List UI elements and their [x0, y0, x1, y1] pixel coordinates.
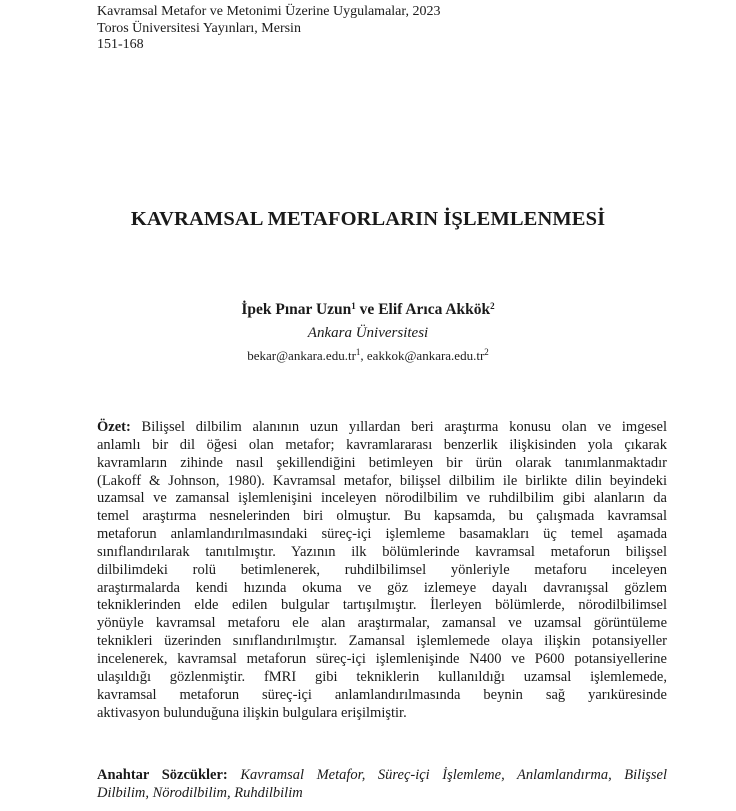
second-author: Elif Arıca Akkök — [378, 301, 491, 318]
first-author-mark: 1 — [351, 301, 356, 311]
abstract-line: metaforun anlamlandırılmasındaki süreç-içi işlemleme basamakları üç temel aşamada — [97, 526, 667, 543]
abstract-line: teknikleri üzerinden sınıflandırılmıştır. Zamansal işlemlemede olaya ilişkin potansiyeller — [97, 633, 667, 650]
abstract-line: (Lakoff & Johnson, 1980). Kavramsal metafor, bilişsel dilbilim ile birlikte dilin beyindeki — [97, 472, 667, 489]
abstract-line: sınıflandırılarak tanıtılmıştır. Yazının ilk bölümlerinde kavramsal metaforun bilişsel — [97, 543, 667, 560]
publisher-line: Toros Üniversitesi Yayınları, Mersin — [97, 20, 301, 36]
abstract-text: Bilişsel dilbilim alanının uzun yıllardan beri araştırma konusu olan ve imgesel — [130, 419, 667, 435]
abstract-line: uzamsal ve zamansal işlemlenişini inceleyen nörodilbilim ve ruhdilbilim gibi alanların da — [97, 490, 667, 507]
abstract-line: dilbilimdeki rolü betimlenerek, ruhdilbilimsel yönleriyle metaforu inceleyen — [97, 561, 667, 578]
abstract-line — [97, 419, 667, 437]
abstract-line: kavramların zihinde nasıl şekillendiğini betimleyen bir ürün olarak tanımlanmaktadır — [97, 454, 667, 471]
first-email: bekar@ankara.edu.tr — [247, 348, 356, 363]
keywords-line — [97, 766, 667, 784]
abstract-line: ulaşıldığı gözlenmiştir. fMRI gibi tekniklerin kullanıldığı uzamsal işlemlemede, — [97, 668, 667, 685]
abstract-line: anlamlı bir dil öğesi olan metafor; kavramlararası benzerlik ilişkisinden yola çıkarak — [97, 436, 667, 453]
abstract-line: temel araştırma nesnelerinden biri olmuştur. Bu kapsamda, bu çalışmada kavramsal — [97, 508, 667, 525]
abstract-line: aktivasyon bulunduğuna ilişkin bulgulara erişilmiştir. — [97, 704, 407, 721]
email-separator: , — [360, 348, 367, 363]
affiliation: Ankara Üniversitesi — [307, 325, 429, 341]
running-header — [97, 4, 441, 54]
keywords-text: Kavramsal Metafor, Süreç-içi İşlemleme, Anlamlandırma, Bilişsel — [227, 767, 667, 783]
second-author-mark: 2 — [490, 301, 495, 311]
abstract-line: araştırmalarda kendi hızında okuma ve göz izlemeye dayalı davranışsal gözlem — [97, 579, 667, 596]
first-author: İpek Pınar Uzun — [241, 301, 352, 318]
paper-title: KAVRAMSAL METAFORLARIN İŞLEMLENMESİ — [130, 208, 606, 230]
first-email-mark: 1 — [355, 347, 361, 357]
publication-title: Kavramsal Metafor ve Metonimi Üzerine Uygulamalar, 2023 — [97, 4, 441, 19]
abstract-line: yönüyle kavramsal metaforu ele alan araştırmalar, zamansal ve uzamsal görüntüleme — [97, 615, 667, 632]
abstract-line: kavramsal metaforun süreç-içi anlamlandırılmasında beynin sağ yarıküresinde — [97, 686, 667, 703]
abstract — [97, 419, 667, 722]
keywords-line: Dilbilim, Nörodilbilim, Ruhdilbilim — [97, 785, 303, 801]
keywords-label: Anahtar Sözcükler: — [97, 767, 228, 783]
email-line — [0, 348, 736, 364]
abstract-line: incelenerek, kavramsal metaforun süreç-içi işlemlenişinde N400 ve P600 potansiyellerine — [97, 650, 667, 667]
abstract-line: tekniklerinden elde edilen bulgular tartışılmıştır. İlerleyen bölümlerde, nörodilbilimsel — [97, 597, 667, 614]
second-email-mark: 2 — [484, 347, 489, 357]
page-range: 151-168 — [97, 37, 144, 52]
author-conjunction: ve — [355, 301, 379, 318]
abstract-label: Özet: — [97, 419, 131, 435]
keywords — [97, 766, 667, 802]
author-line — [0, 301, 736, 319]
second-email: eakkok@ankara.edu.tr — [366, 348, 485, 363]
